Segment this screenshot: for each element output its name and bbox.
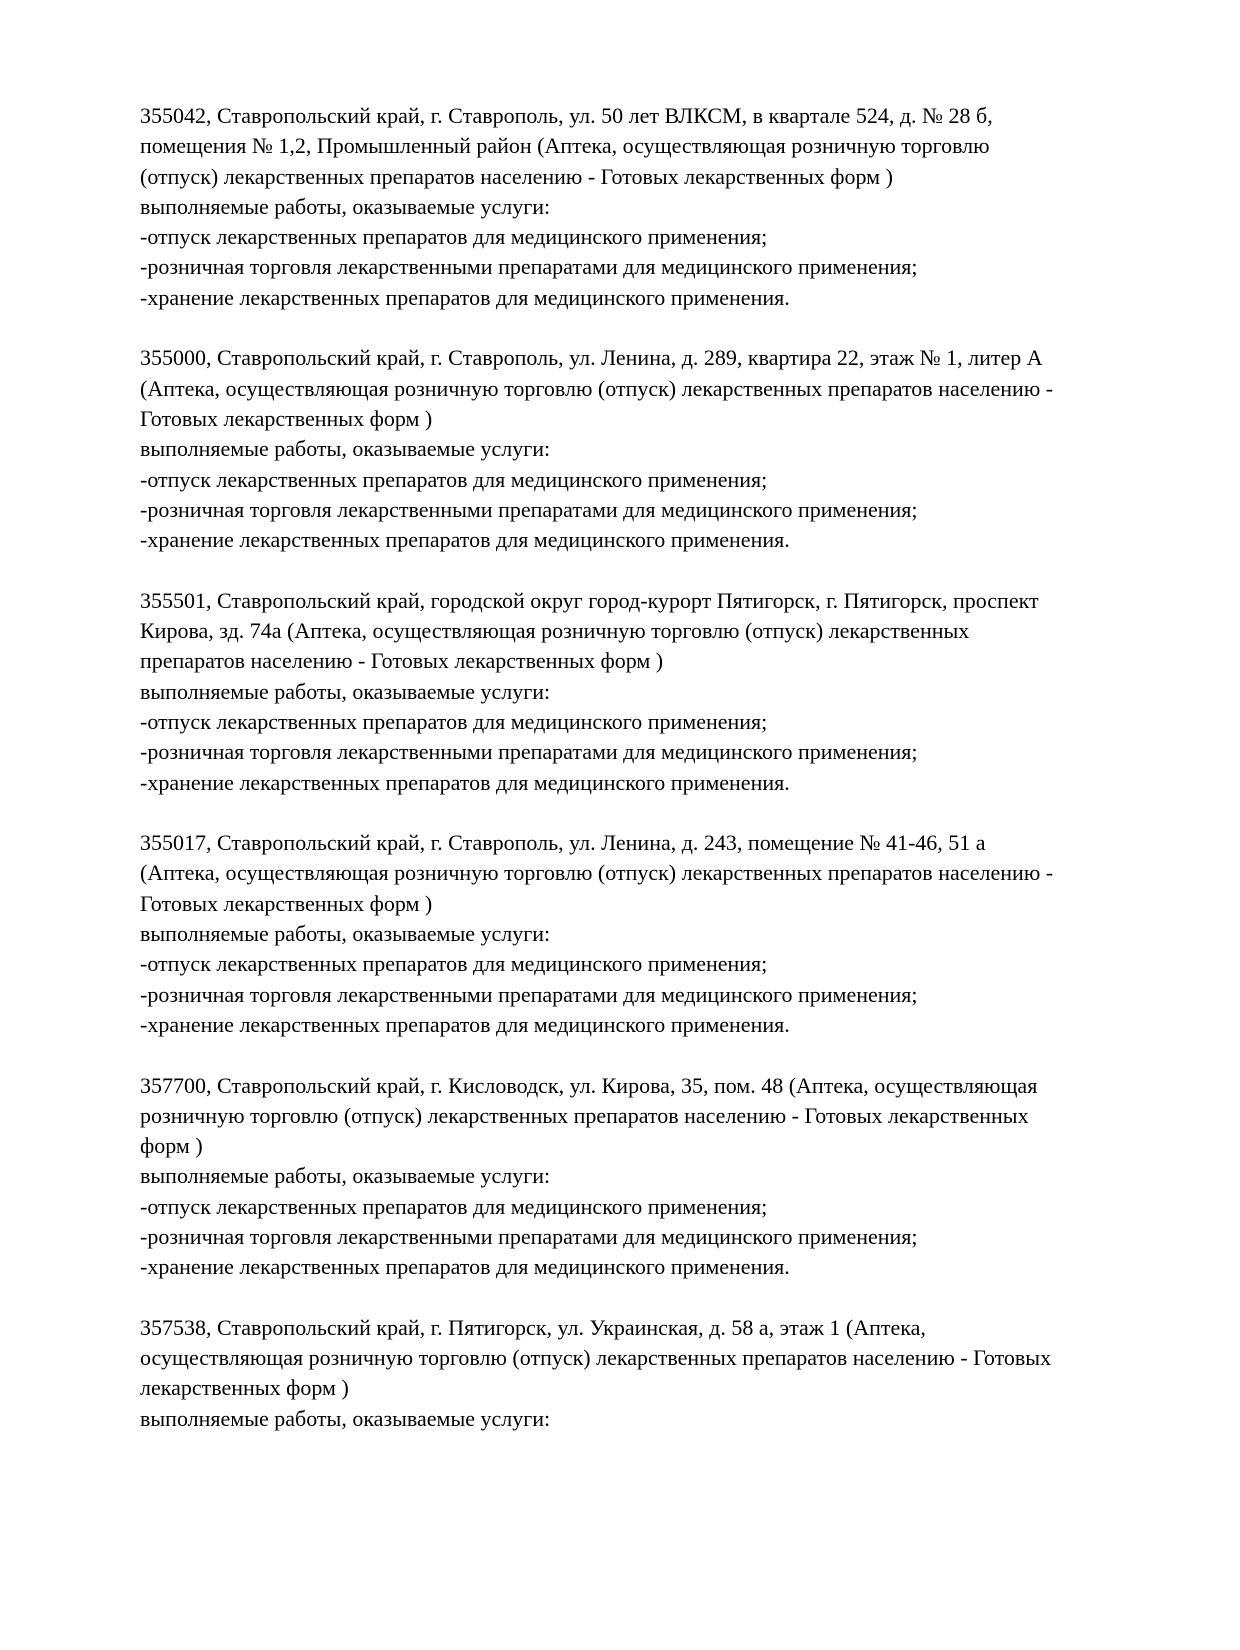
- text-line: -хранение лекарственных препаратов для медицинского применения.: [140, 1011, 790, 1037]
- text-line: лекарственных форм ): [140, 1375, 349, 1401]
- text-line: выполняемые работы, оказываемые услуги:: [140, 193, 551, 219]
- text-line: осуществляющая розничную торговлю (отпуск) лекарственных препаратов населению - Готовых: [140, 1345, 1052, 1371]
- text-line: 355000, Ставропольский край, г. Ставрополь, ул. Ленина, д. 289, квартира 22, этаж № 1, литер А: [140, 345, 1043, 371]
- text-line: розничную торговлю (отпуск) лекарственных препаратов населению - Готовых лекарственных: [140, 1102, 1029, 1128]
- text-line: выполняемые работы, оказываемые услуги:: [140, 678, 551, 704]
- text-line: -отпуск лекарственных препаратов для медицинского применения;: [140, 708, 768, 734]
- text-line: Готовых лекарственных форм ): [140, 890, 433, 916]
- text-line: помещения № 1,2, Промышленный район (Аптека, осуществляющая розничную торговлю: [140, 133, 990, 159]
- text-line: -отпуск лекарственных препаратов для медицинского применения;: [140, 1193, 768, 1219]
- text-line: -отпуск лекарственных препаратов для медицинского применения;: [140, 951, 768, 977]
- text-line: выполняемые работы, оказываемые услуги:: [140, 1405, 551, 1431]
- text-line: 355042, Ставропольский край, г. Ставрополь, ул. 50 лет ВЛКСМ, в квартале 524, д. № 28 б,: [140, 103, 993, 128]
- license-entry: [140, 1313, 1180, 1434]
- text-line: форм ): [140, 1133, 203, 1159]
- text-line: -розничная торговля лекарственными препаратами для медицинского применения;: [140, 496, 918, 522]
- license-entry: [140, 828, 1180, 1040]
- license-entry: [140, 101, 1180, 313]
- text-line: -хранение лекарственных препаратов для медицинского применения.: [140, 1254, 790, 1280]
- license-entry: [140, 343, 1180, 555]
- text-line: -розничная торговля лекарственными препаратами для медицинского применения;: [140, 1223, 918, 1249]
- text-line: -розничная торговля лекарственными препаратами для медицинского применения;: [140, 739, 918, 765]
- text-line: выполняемые работы, оказываемые услуги:: [140, 921, 551, 947]
- text-line: 357538, Ставропольский край, г. Пятигорск, ул. Украинская, д. 58 а, этаж 1 (Аптека,: [140, 1314, 926, 1340]
- text-line: -отпуск лекарственных препаратов для медицинского применения;: [140, 466, 768, 492]
- text-line: -хранение лекарственных препаратов для медицинского применения.: [140, 284, 790, 310]
- text-line: -отпуск лекарственных препаратов для медицинского применения;: [140, 224, 768, 250]
- text-line: выполняемые работы, оказываемые услуги:: [140, 1163, 551, 1189]
- text-line: (Аптека, осуществляющая розничную торговлю (отпуск) лекарственных препаратов населению -: [140, 375, 1054, 401]
- text-line: (отпуск) лекарственных препаратов населению - Готовых лекарственных форм ): [140, 163, 893, 189]
- text-line: 355017, Ставропольский край, г. Ставрополь, ул. Ленина, д. 243, помещение № 41-46, 51 а: [140, 830, 986, 856]
- text-line: выполняемые работы, оказываемые услуги:: [140, 436, 551, 462]
- license-entry: [140, 586, 1180, 798]
- license-entry: [140, 1071, 1180, 1283]
- text-line: 355501, Ставропольский край, городской округ город-курорт Пятигорск, г. Пятигорск, проспект: [140, 587, 1039, 613]
- text-line: препаратов населению - Готовых лекарственных форм ): [140, 648, 664, 674]
- text-line: Кирова, зд. 74а (Аптека, осуществляющая розничную торговлю (отпуск) лекарственных: [140, 618, 970, 644]
- text-line: (Аптека, осуществляющая розничную торговлю (отпуск) лекарственных препаратов населению -: [140, 860, 1054, 886]
- text-line: -хранение лекарственных препаратов для медицинского применения.: [140, 527, 790, 553]
- text-line: Готовых лекарственных форм ): [140, 405, 433, 431]
- text-line: -розничная торговля лекарственными препаратами для медицинского применения;: [140, 254, 918, 280]
- text-line: 357700, Ставропольский край, г. Кисловодск, ул. Кирова, 35, пом. 48 (Аптека, осуществляющая: [140, 1072, 1038, 1098]
- text-line: -хранение лекарственных препаратов для медицинского применения.: [140, 769, 790, 795]
- text-line: -розничная торговля лекарственными препаратами для медицинского применения;: [140, 981, 918, 1007]
- document-content: [140, 101, 1180, 1464]
